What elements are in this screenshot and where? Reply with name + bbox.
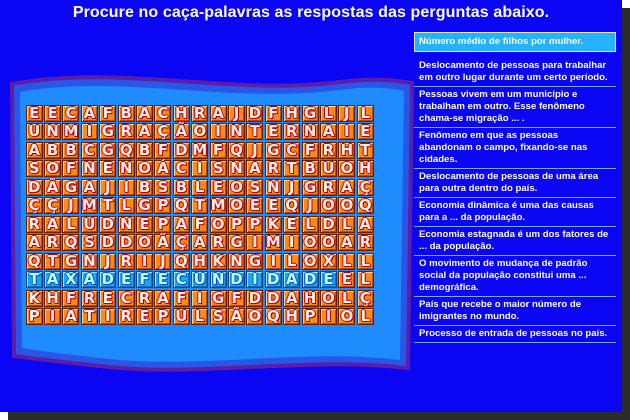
- letter-tile[interactable]: J: [228, 105, 245, 122]
- letter-tile[interactable]: U: [191, 271, 208, 288]
- letter-tile[interactable]: S: [210, 160, 227, 177]
- letter-tile[interactable]: H: [338, 142, 355, 159]
- letter-tile[interactable]: I: [99, 308, 116, 325]
- question-item[interactable]: Economia dinâmica é uma das causas para a ... da população.: [414, 198, 616, 227]
- letter-tile[interactable]: E: [136, 308, 153, 325]
- letter-tile[interactable]: I: [320, 308, 337, 325]
- letter-tile[interactable]: R: [357, 234, 374, 251]
- letter-tile[interactable]: Ç: [173, 234, 190, 251]
- letter-tile[interactable]: A: [357, 216, 374, 233]
- letter-tile[interactable]: Ã: [173, 123, 190, 140]
- letter-tile[interactable]: N: [81, 253, 98, 270]
- letter-tile[interactable]: A: [173, 216, 190, 233]
- letter-tile[interactable]: N: [302, 123, 319, 140]
- letter-tile[interactable]: L: [320, 105, 337, 122]
- letter-tile[interactable]: U: [320, 160, 337, 177]
- letter-tile[interactable]: C: [173, 160, 190, 177]
- letter-tile[interactable]: G: [302, 179, 319, 196]
- letter-tile[interactable]: G: [265, 142, 282, 159]
- letter-tile[interactable]: E: [44, 105, 61, 122]
- letter-tile[interactable]: B: [62, 142, 79, 159]
- letter-tile[interactable]: Ç: [357, 290, 374, 307]
- letter-tile[interactable]: H: [357, 160, 374, 177]
- question-item[interactable]: Processo de entrada de pessoas no país.: [414, 326, 616, 343]
- letter-tile[interactable]: D: [265, 271, 282, 288]
- letter-tile[interactable]: H: [173, 105, 190, 122]
- letter-tile[interactable]: I: [118, 179, 135, 196]
- letter-tile[interactable]: O: [136, 160, 153, 177]
- letter-tile[interactable]: F: [191, 216, 208, 233]
- letter-tile[interactable]: F: [154, 142, 171, 159]
- letter-tile[interactable]: I: [210, 123, 227, 140]
- letter-tile[interactable]: D: [320, 216, 337, 233]
- letter-tile[interactable]: Q: [62, 234, 79, 251]
- letter-tile[interactable]: R: [191, 105, 208, 122]
- letter-tile[interactable]: S: [210, 308, 227, 325]
- letter-tile[interactable]: P: [26, 308, 43, 325]
- letter-tile[interactable]: B: [173, 179, 190, 196]
- letter-tile[interactable]: G: [210, 290, 227, 307]
- question-list: [414, 32, 616, 343]
- letter-tile[interactable]: A: [210, 105, 227, 122]
- letter-tile[interactable]: P: [154, 308, 171, 325]
- letter-tile[interactable]: A: [191, 234, 208, 251]
- letter-tile[interactable]: U: [173, 308, 190, 325]
- letter-tile[interactable]: I: [246, 234, 263, 251]
- letter-tile[interactable]: P: [246, 216, 263, 233]
- letter-tile[interactable]: F: [62, 290, 79, 307]
- letter-tile[interactable]: L: [302, 216, 319, 233]
- letter-tile[interactable]: A: [81, 179, 98, 196]
- letter-tile[interactable]: E: [320, 271, 337, 288]
- letter-tile[interactable]: R: [81, 290, 98, 307]
- letter-tile[interactable]: J: [302, 197, 319, 214]
- letter-tile[interactable]: U: [81, 216, 98, 233]
- letter-tile[interactable]: N: [44, 123, 61, 140]
- letter-tile[interactable]: A: [44, 271, 61, 288]
- letter-tile[interactable]: P: [302, 308, 319, 325]
- letter-tile[interactable]: F: [136, 271, 153, 288]
- letter-tile[interactable]: L: [357, 105, 374, 122]
- letter-tile[interactable]: I: [246, 271, 263, 288]
- letter-tile[interactable]: A: [246, 160, 263, 177]
- question-item[interactable]: Economia estagnada é um dos fatores de ... da população.: [414, 227, 616, 256]
- letter-tile[interactable]: T: [191, 197, 208, 214]
- letter-tile[interactable]: Ç: [357, 179, 374, 196]
- letter-tile[interactable]: O: [302, 234, 319, 251]
- letter-tile[interactable]: C: [283, 142, 300, 159]
- question-item[interactable]: O movimento de mudança de padrão social da população constitui uma ... demográfica.: [414, 256, 616, 297]
- letter-tile[interactable]: N: [228, 123, 245, 140]
- letter-tile[interactable]: O: [228, 179, 245, 196]
- letter-tile[interactable]: F: [302, 142, 319, 159]
- letter-tile[interactable]: G: [228, 234, 245, 251]
- letter-tile[interactable]: L: [191, 179, 208, 196]
- letter-tile[interactable]: L: [283, 253, 300, 270]
- letter-tile[interactable]: B: [44, 142, 61, 159]
- letter-tile[interactable]: Q: [228, 142, 245, 159]
- letter-tile[interactable]: T: [246, 123, 263, 140]
- letter-tile[interactable]: R: [320, 142, 337, 159]
- letter-tile[interactable]: F: [99, 105, 116, 122]
- letter-tile[interactable]: I: [44, 308, 61, 325]
- letter-tile[interactable]: J: [99, 253, 116, 270]
- letter-tile[interactable]: D: [26, 179, 43, 196]
- letter-tile[interactable]: T: [26, 271, 43, 288]
- letter-tile[interactable]: I: [136, 253, 153, 270]
- letter-tile[interactable]: R: [26, 216, 43, 233]
- letter-tile[interactable]: L: [118, 197, 135, 214]
- letter-tile[interactable]: A: [44, 216, 61, 233]
- letter-tile[interactable]: F: [210, 142, 227, 159]
- letter-tile[interactable]: O: [210, 216, 227, 233]
- letter-tile[interactable]: C: [118, 290, 135, 307]
- letter-tile[interactable]: T: [99, 197, 116, 214]
- letter-tile[interactable]: O: [44, 160, 61, 177]
- letter-tile[interactable]: R: [265, 160, 282, 177]
- letter-tile[interactable]: A: [283, 271, 300, 288]
- letter-tile[interactable]: R: [320, 179, 337, 196]
- letter-tile[interactable]: N: [118, 216, 135, 233]
- letter-tile[interactable]: Q: [357, 197, 374, 214]
- letter-tile[interactable]: E: [210, 179, 227, 196]
- letter-tile[interactable]: E: [26, 105, 43, 122]
- letter-tile[interactable]: J: [99, 179, 116, 196]
- letter-tile[interactable]: Ç: [154, 123, 171, 140]
- letter-tile[interactable]: I: [283, 234, 300, 251]
- letter-tile[interactable]: G: [62, 179, 79, 196]
- letter-tile[interactable]: E: [265, 123, 282, 140]
- letter-tile[interactable]: E: [99, 160, 116, 177]
- letter-tile[interactable]: F: [228, 290, 245, 307]
- letter-tile[interactable]: M: [210, 196, 226, 215]
- word-search-grid[interactable]: [25, 104, 374, 326]
- letter-tile[interactable]: S: [246, 179, 263, 196]
- letter-tile[interactable]: N: [118, 160, 135, 177]
- letter-tile[interactable]: L: [338, 216, 355, 233]
- letter-tile[interactable]: T: [283, 160, 300, 177]
- letter-tile[interactable]: A: [154, 290, 171, 307]
- letter-tile[interactable]: E: [136, 216, 153, 233]
- letter-tile[interactable]: P: [154, 197, 171, 214]
- letter-tile[interactable]: E: [265, 197, 282, 214]
- letter-tile[interactable]: P: [228, 216, 245, 233]
- letter-tile[interactable]: O: [320, 234, 337, 251]
- letter-tile[interactable]: A: [81, 271, 98, 288]
- letter-tile[interactable]: I: [81, 123, 98, 140]
- letter-tile[interactable]: S: [26, 160, 43, 177]
- letter-tile[interactable]: O: [320, 197, 337, 214]
- letter-tile[interactable]: S: [81, 234, 98, 251]
- letter-tile[interactable]: Ã: [44, 179, 61, 196]
- letter-tile[interactable]: L: [338, 253, 355, 270]
- letter-tile[interactable]: O: [338, 197, 355, 214]
- letter-tile[interactable]: E: [154, 271, 171, 288]
- letter-tile[interactable]: N: [81, 160, 98, 177]
- letter-tile[interactable]: C: [173, 271, 190, 288]
- letter-tile[interactable]: J: [338, 105, 355, 122]
- question-item[interactable]: Fenômeno em que as pessoas abandonam o campo, fixando-se nas cidades.: [414, 128, 616, 169]
- letter-tile[interactable]: M: [265, 233, 281, 252]
- letter-tile[interactable]: Q: [173, 197, 190, 214]
- letter-tile[interactable]: X: [62, 271, 79, 288]
- letter-tile[interactable]: Q: [26, 253, 43, 270]
- letter-tile[interactable]: E: [357, 123, 374, 140]
- letter-tile[interactable]: G: [246, 253, 263, 270]
- letter-tile[interactable]: L: [357, 253, 374, 270]
- letter-tile[interactable]: M: [192, 140, 208, 159]
- letter-tile[interactable]: R: [44, 234, 61, 251]
- letter-tile[interactable]: Ç: [44, 197, 61, 214]
- letter-tile[interactable]: L: [357, 308, 374, 325]
- letter-tile[interactable]: H: [283, 308, 300, 325]
- letter-tile[interactable]: E: [246, 197, 263, 214]
- question-item[interactable]: Deslocamento de pessoas para trabalhar em outro lugar durante um certo período.: [414, 58, 616, 87]
- letter-tile[interactable]: R: [118, 123, 135, 140]
- letter-tile[interactable]: O: [320, 290, 337, 307]
- letter-tile[interactable]: C: [81, 142, 98, 159]
- letter-tile[interactable]: Q: [283, 197, 300, 214]
- question-item[interactable]: Número médio de filhos por mulher.: [414, 32, 616, 52]
- letter-tile[interactable]: Q: [173, 253, 190, 270]
- letter-tile[interactable]: L: [191, 308, 208, 325]
- page-title: Procure no caça-palavras as respostas das perguntas abaixo.: [72, 4, 550, 21]
- letter-tile[interactable]: D: [118, 234, 135, 251]
- letter-tile[interactable]: R: [118, 253, 135, 270]
- letter-tile[interactable]: H: [302, 290, 319, 307]
- letter-tile[interactable]: J: [283, 179, 300, 196]
- letter-tile[interactable]: Á: [154, 160, 171, 177]
- letter-tile[interactable]: J: [62, 197, 79, 214]
- letter-tile[interactable]: S: [154, 179, 171, 196]
- letter-tile[interactable]: D: [302, 271, 319, 288]
- letter-tile[interactable]: L: [62, 216, 79, 233]
- letter-tile[interactable]: T: [81, 308, 98, 325]
- letter-tile[interactable]: G: [62, 253, 79, 270]
- letter-tile[interactable]: D: [246, 290, 263, 307]
- letter-tile[interactable]: R: [283, 123, 300, 140]
- letter-tile[interactable]: H: [44, 290, 61, 307]
- letter-tile[interactable]: D: [228, 271, 245, 288]
- letter-tile[interactable]: R: [136, 290, 153, 307]
- letter-tile[interactable]: Ç: [26, 197, 43, 214]
- letter-tile[interactable]: D: [173, 142, 190, 159]
- letter-tile[interactable]: A: [81, 105, 98, 122]
- letter-tile[interactable]: N: [210, 271, 227, 288]
- question-item[interactable]: País que recebe o maior número de imigrantes no mundo.: [414, 297, 616, 326]
- letter-tile[interactable]: G: [99, 142, 116, 159]
- letter-tile[interactable]: A: [338, 234, 355, 251]
- letter-tile[interactable]: Q: [265, 308, 282, 325]
- letter-tile[interactable]: F: [62, 160, 79, 177]
- letter-tile[interactable]: U: [26, 123, 43, 140]
- letter-tile[interactable]: E: [118, 271, 135, 288]
- letter-tile[interactable]: O: [136, 234, 153, 251]
- letter-tile[interactable]: A: [338, 179, 355, 196]
- letter-tile[interactable]: Ã: [154, 234, 171, 251]
- letter-tile[interactable]: B: [118, 105, 135, 122]
- letter-tile[interactable]: O: [338, 160, 355, 177]
- letter-tile[interactable]: M: [63, 122, 79, 141]
- letter-tile[interactable]: B: [136, 179, 153, 196]
- letter-tile[interactable]: I: [338, 123, 355, 140]
- letter-tile[interactable]: I: [265, 253, 282, 270]
- question-item[interactable]: Pessoas vivem em um município e trabalham em outro. Esse fenômeno chama-se migração ... .: [414, 87, 616, 128]
- letter-tile[interactable]: F: [173, 290, 190, 307]
- letter-tile[interactable]: C: [62, 105, 79, 122]
- letter-tile[interactable]: C: [154, 105, 171, 122]
- letter-tile[interactable]: N: [228, 253, 245, 270]
- letter-tile[interactable]: A: [62, 308, 79, 325]
- letter-tile[interactable]: A: [283, 290, 300, 307]
- letter-tile[interactable]: R: [118, 308, 135, 325]
- letter-tile[interactable]: O: [246, 308, 263, 325]
- letter-tile[interactable]: O: [191, 123, 208, 140]
- letter-tile[interactable]: Ã: [228, 308, 245, 325]
- letter-tile[interactable]: O: [228, 197, 245, 214]
- letter-tile[interactable]: A: [136, 123, 153, 140]
- letter-tile[interactable]: D: [99, 271, 116, 288]
- letter-tile[interactable]: H: [283, 105, 300, 122]
- letter-tile[interactable]: B: [136, 142, 153, 159]
- letter-tile[interactable]: G: [99, 123, 116, 140]
- letter-tile[interactable]: A: [26, 234, 43, 251]
- letter-tile[interactable]: F: [265, 105, 282, 122]
- letter-tile[interactable]: D: [265, 290, 282, 307]
- letter-tile[interactable]: N: [228, 160, 245, 177]
- letter-tile[interactable]: L: [338, 290, 355, 307]
- letter-tile[interactable]: A: [320, 123, 337, 140]
- letter-tile[interactable]: B: [302, 160, 319, 177]
- question-item[interactable]: Deslocamento de pessoas de uma área para outra dentro do país.: [414, 169, 616, 198]
- letter-tile[interactable]: E: [99, 290, 116, 307]
- letter-tile[interactable]: D: [99, 234, 116, 251]
- letter-tile[interactable]: O: [338, 308, 355, 325]
- letter-tile[interactable]: D: [246, 105, 263, 122]
- letter-tile[interactable]: K: [210, 253, 227, 270]
- letter-tile[interactable]: J: [246, 142, 263, 159]
- letter-tile[interactable]: M: [81, 196, 97, 215]
- letter-tile[interactable]: J: [154, 253, 171, 270]
- letter-tile[interactable]: A: [136, 105, 153, 122]
- letter-tile[interactable]: A: [26, 142, 43, 159]
- letter-tile[interactable]: O: [302, 253, 319, 270]
- letter-tile[interactable]: T: [357, 142, 374, 159]
- letter-tile[interactable]: E: [338, 271, 355, 288]
- letter-tile[interactable]: R: [210, 234, 227, 251]
- letter-tile[interactable]: D: [99, 216, 116, 233]
- letter-tile[interactable]: Q: [118, 142, 135, 159]
- letter-tile[interactable]: I: [191, 160, 208, 177]
- letter-tile[interactable]: T: [44, 253, 61, 270]
- letter-tile[interactable]: L: [357, 271, 374, 288]
- letter-tile[interactable]: G: [302, 105, 319, 122]
- letter-tile[interactable]: K: [26, 290, 43, 307]
- letter-tile[interactable]: E: [283, 216, 300, 233]
- letter-tile[interactable]: H: [191, 253, 208, 270]
- letter-tile[interactable]: X: [320, 253, 337, 270]
- letter-tile[interactable]: N: [265, 179, 282, 196]
- letter-tile[interactable]: K: [265, 216, 282, 233]
- letter-tile[interactable]: G: [136, 197, 153, 214]
- letter-tile[interactable]: I: [191, 290, 208, 307]
- letter-tile[interactable]: P: [154, 216, 171, 233]
